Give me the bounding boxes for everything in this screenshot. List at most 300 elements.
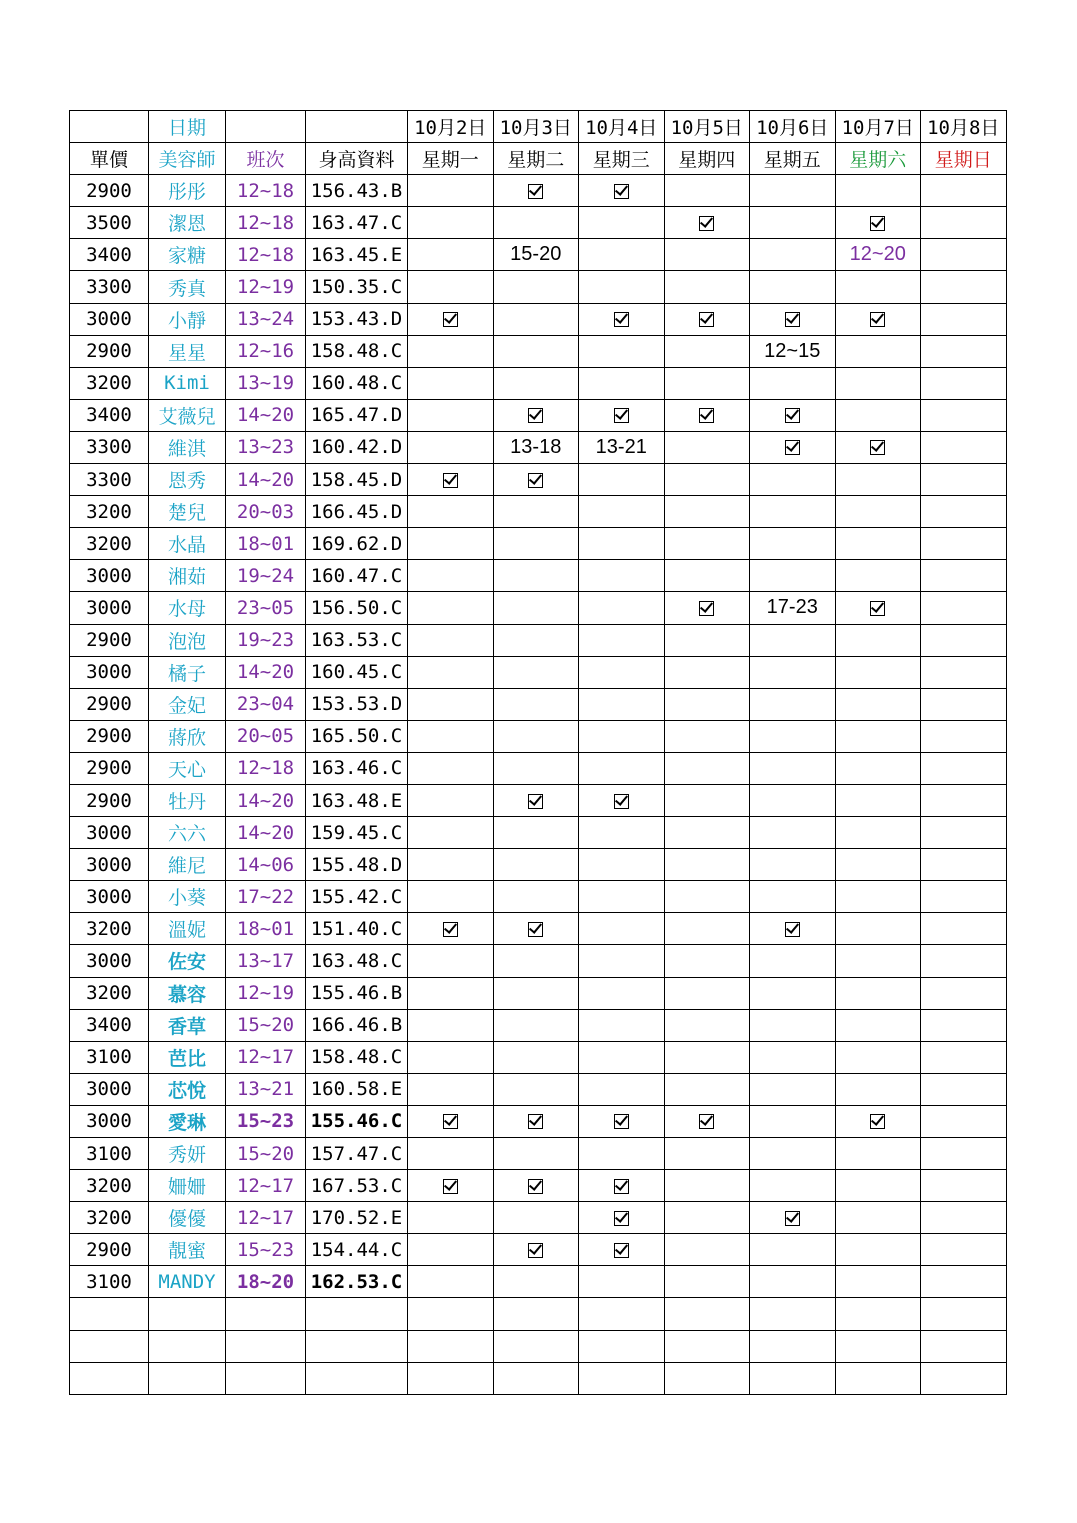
day-cell: [579, 207, 665, 239]
day-cell: [579, 431, 665, 463]
empty-cell: [664, 1362, 750, 1394]
day-cell: [835, 720, 921, 752]
day-cell: [579, 1170, 665, 1202]
day-cell: [493, 1170, 579, 1202]
day-cell: [750, 1266, 836, 1298]
day-cell: [579, 913, 665, 945]
day-cell: [493, 849, 579, 881]
day-cell: [750, 1202, 836, 1234]
day-cell: [835, 528, 921, 560]
empty-cell: [921, 1330, 1007, 1362]
table-row: [70, 752, 1007, 784]
table-row: [70, 592, 1007, 624]
day-cell: [493, 1041, 579, 1073]
price-cell: 3100: [70, 1138, 149, 1170]
day-cell: [921, 624, 1007, 656]
day-cell: [579, 496, 665, 528]
shift-cell: 12~19: [226, 977, 306, 1009]
day-cell: [921, 175, 1007, 207]
day-cell: [579, 1105, 665, 1137]
day-cell: [408, 207, 494, 239]
table-row: [70, 496, 1007, 528]
empty-row: [70, 1330, 1007, 1362]
checkbox-checked-icon: [699, 601, 714, 616]
shift-cell: 19~24: [226, 560, 306, 592]
shift-cell: 15~20: [226, 1009, 306, 1041]
checkbox-checked-icon: [614, 1114, 629, 1129]
profile-cell: 151.40.C: [306, 913, 408, 945]
day-cell: [493, 1138, 579, 1170]
price-cell: 3000: [70, 1105, 149, 1137]
day-cell: [750, 945, 836, 977]
day-cell: [664, 431, 750, 463]
day-cell: [493, 913, 579, 945]
day-cell: [835, 1170, 921, 1202]
day-note: 13-21: [595, 435, 647, 458]
checkbox-checked-icon: [528, 922, 543, 937]
price-cell: 3000: [70, 303, 149, 335]
day-cell: [579, 175, 665, 207]
table-row: [70, 1170, 1007, 1202]
day-cell: [921, 239, 1007, 271]
day-cell: [408, 464, 494, 496]
day-note: 17-23: [766, 596, 818, 619]
checkbox-checked-icon: [699, 408, 714, 423]
day-note: 12~15: [764, 339, 821, 362]
day-cell: [750, 881, 836, 913]
day-cell: [835, 624, 921, 656]
day-cell: [493, 399, 579, 431]
profile-cell: 153.43.D: [306, 303, 408, 335]
empty-cell: [579, 1298, 665, 1330]
profile-cell: 167.53.C: [306, 1170, 408, 1202]
beautician-name: 芯悅: [149, 1073, 226, 1105]
day-cell: [493, 335, 579, 367]
checkbox-checked-icon: [870, 312, 885, 327]
day-cell: [493, 945, 579, 977]
day-cell: [921, 1041, 1007, 1073]
day-cell: [408, 1170, 494, 1202]
empty-row: [70, 1298, 1007, 1330]
day-cell: [921, 399, 1007, 431]
day-cell: [921, 1009, 1007, 1041]
day-cell: [921, 367, 1007, 399]
day-cell: [750, 720, 836, 752]
price-cell: 3300: [70, 464, 149, 496]
beautician-name: 香草: [149, 1009, 226, 1041]
empty-cell: [70, 1362, 149, 1394]
profile-header: 身高資料: [306, 143, 408, 175]
price-cell: 3200: [70, 496, 149, 528]
day-cell: [493, 560, 579, 592]
beautician-name: 佐安: [149, 945, 226, 977]
checkbox-checked-icon: [785, 922, 800, 937]
day-cell: [921, 1202, 1007, 1234]
day-cell: [835, 784, 921, 816]
day-cell: [408, 1041, 494, 1073]
profile-cell: 160.58.E: [306, 1073, 408, 1105]
table-row: [70, 303, 1007, 335]
day-cell: [750, 913, 836, 945]
day-cell: [921, 913, 1007, 945]
day-cell: [493, 817, 579, 849]
day-cell: [750, 303, 836, 335]
day-cell: [408, 175, 494, 207]
weekday-cell-saturday: 星期六: [835, 143, 921, 175]
day-cell: [493, 464, 579, 496]
day-cell: [664, 399, 750, 431]
weekday-cell-sunday: 星期日: [921, 143, 1007, 175]
checkbox-checked-icon: [443, 1179, 458, 1194]
day-cell: [408, 335, 494, 367]
profile-cell: 158.45.D: [306, 464, 408, 496]
day-cell: [835, 399, 921, 431]
shift-cell: 19~23: [226, 624, 306, 656]
day-cell: [921, 496, 1007, 528]
day-cell: [750, 271, 836, 303]
price-cell: 2900: [70, 1234, 149, 1266]
day-cell: [493, 367, 579, 399]
shift-cell: 15~20: [226, 1138, 306, 1170]
day-cell: [921, 431, 1007, 463]
table-row: [70, 817, 1007, 849]
day-cell: [664, 1105, 750, 1137]
day-cell: [750, 752, 836, 784]
blank-cell: [306, 111, 408, 143]
beautician-name: 小靜: [149, 303, 226, 335]
price-cell: 3100: [70, 1041, 149, 1073]
day-cell: [664, 239, 750, 271]
day-cell: [750, 688, 836, 720]
day-cell: [750, 1009, 836, 1041]
day-cell: [493, 977, 579, 1009]
day-cell: [750, 1073, 836, 1105]
day-note: 12~20: [849, 243, 906, 266]
day-cell: [408, 945, 494, 977]
shift-cell: 12~19: [226, 271, 306, 303]
day-cell: [750, 849, 836, 881]
price-cell: 3400: [70, 1009, 149, 1041]
day-cell: [493, 1073, 579, 1105]
day-note: 13-18: [510, 435, 562, 458]
shift-cell: 14~20: [226, 817, 306, 849]
day-cell: [921, 1170, 1007, 1202]
empty-cell: [306, 1330, 408, 1362]
profile-cell: 160.42.D: [306, 431, 408, 463]
price-cell: 2900: [70, 624, 149, 656]
date-cell: 10月4日: [579, 111, 665, 143]
day-cell: [408, 592, 494, 624]
price-header: 單價: [70, 143, 149, 175]
empty-cell: [226, 1330, 306, 1362]
checkbox-checked-icon: [699, 1114, 714, 1129]
beautician-name: 家糖: [149, 239, 226, 271]
profile-cell: 155.46.B: [306, 977, 408, 1009]
price-cell: 3400: [70, 399, 149, 431]
day-cell: [835, 175, 921, 207]
profile-cell: 155.48.D: [306, 849, 408, 881]
table-row: [70, 399, 1007, 431]
shift-cell: 15~23: [226, 1234, 306, 1266]
table-row: [70, 1234, 1007, 1266]
beautician-name: 維尼: [149, 849, 226, 881]
empty-cell: [306, 1362, 408, 1394]
beautician-name: 金妃: [149, 688, 226, 720]
day-cell: [408, 688, 494, 720]
checkbox-checked-icon: [614, 794, 629, 809]
day-cell: [493, 431, 579, 463]
price-cell: 3200: [70, 528, 149, 560]
day-cell: [493, 1234, 579, 1266]
profile-cell: 156.43.B: [306, 175, 408, 207]
profile-cell: 160.45.C: [306, 656, 408, 688]
beautician-name: 牡丹: [149, 784, 226, 816]
day-cell: [835, 1073, 921, 1105]
table-row: [70, 207, 1007, 239]
date-header-row: [70, 111, 1007, 143]
day-cell: [664, 1266, 750, 1298]
day-cell: [750, 464, 836, 496]
day-cell: [408, 881, 494, 913]
day-cell: [408, 913, 494, 945]
checkbox-checked-icon: [614, 1243, 629, 1258]
profile-cell: 157.47.C: [306, 1138, 408, 1170]
date-cell: 10月7日: [835, 111, 921, 143]
day-cell: [750, 1041, 836, 1073]
shift-header: 班次: [226, 143, 306, 175]
checkbox-checked-icon: [614, 184, 629, 199]
profile-cell: 163.48.E: [306, 784, 408, 816]
day-cell: [579, 1041, 665, 1073]
shift-cell: 14~06: [226, 849, 306, 881]
price-cell: 3000: [70, 1073, 149, 1105]
shift-cell: 20~05: [226, 720, 306, 752]
beautician-name: 溫妮: [149, 913, 226, 945]
day-cell: [835, 913, 921, 945]
beautician-name: 星星: [149, 335, 226, 367]
day-cell: [835, 1138, 921, 1170]
day-cell: [579, 271, 665, 303]
day-cell: [493, 720, 579, 752]
profile-cell: 154.44.C: [306, 1234, 408, 1266]
day-cell: [493, 688, 579, 720]
checkbox-checked-icon: [699, 216, 714, 231]
date-cell: 10月6日: [750, 111, 836, 143]
day-cell: [921, 784, 1007, 816]
shift-cell: 14~20: [226, 784, 306, 816]
day-cell: [493, 784, 579, 816]
price-cell: 3500: [70, 207, 149, 239]
empty-cell: [408, 1362, 494, 1394]
day-cell: [664, 1009, 750, 1041]
day-cell: [579, 1138, 665, 1170]
profile-cell: 150.35.C: [306, 271, 408, 303]
table-row: [70, 656, 1007, 688]
table-row: [70, 849, 1007, 881]
day-cell: [921, 464, 1007, 496]
beautician-header: 美容師: [149, 143, 226, 175]
day-cell: [921, 560, 1007, 592]
price-cell: 2900: [70, 175, 149, 207]
day-cell: [835, 656, 921, 688]
shift-cell: 12~18: [226, 752, 306, 784]
table-row: [70, 720, 1007, 752]
checkbox-checked-icon: [528, 1243, 543, 1258]
shift-cell: 14~20: [226, 464, 306, 496]
day-cell: [664, 1234, 750, 1266]
empty-cell: [226, 1362, 306, 1394]
day-cell: [579, 1234, 665, 1266]
day-cell: [579, 1073, 665, 1105]
day-cell: [835, 367, 921, 399]
day-cell: [579, 624, 665, 656]
profile-cell: 158.48.C: [306, 1041, 408, 1073]
day-cell: [493, 881, 579, 913]
day-cell: [493, 752, 579, 784]
checkbox-checked-icon: [528, 794, 543, 809]
day-cell: [493, 1266, 579, 1298]
profile-cell: 155.42.C: [306, 881, 408, 913]
day-cell: [579, 1202, 665, 1234]
beautician-name: Kimi: [149, 367, 226, 399]
day-cell: [408, 1105, 494, 1137]
blank-cell: [226, 111, 306, 143]
empty-cell: [149, 1298, 226, 1330]
empty-cell: [750, 1330, 836, 1362]
profile-cell: 158.48.C: [306, 335, 408, 367]
beautician-name: 楚兒: [149, 496, 226, 528]
day-cell: [408, 1266, 494, 1298]
shift-cell: 12~17: [226, 1170, 306, 1202]
beautician-name: 優優: [149, 1202, 226, 1234]
beautician-name: 泡泡: [149, 624, 226, 656]
day-note: 15-20: [510, 243, 562, 266]
empty-cell: [149, 1330, 226, 1362]
day-cell: [664, 367, 750, 399]
day-cell: [750, 656, 836, 688]
day-cell: [408, 560, 494, 592]
day-cell: [664, 752, 750, 784]
shift-cell: 13~24: [226, 303, 306, 335]
day-cell: [408, 817, 494, 849]
date-cell: 10月3日: [493, 111, 579, 143]
checkbox-checked-icon: [870, 216, 885, 231]
day-cell: [664, 977, 750, 1009]
empty-cell: [226, 1298, 306, 1330]
table-row: [70, 977, 1007, 1009]
checkbox-checked-icon: [443, 473, 458, 488]
day-cell: [835, 817, 921, 849]
day-cell: [664, 207, 750, 239]
beautician-name: MANDY: [149, 1266, 226, 1298]
checkbox-checked-icon: [870, 601, 885, 616]
day-cell: [408, 399, 494, 431]
day-cell: [921, 303, 1007, 335]
day-cell: [579, 399, 665, 431]
day-cell: [921, 752, 1007, 784]
day-cell: [835, 303, 921, 335]
checkbox-checked-icon: [870, 1114, 885, 1129]
day-cell: [835, 464, 921, 496]
day-cell: [921, 207, 1007, 239]
profile-cell: 163.45.E: [306, 239, 408, 271]
day-cell: [408, 271, 494, 303]
table-row: [70, 913, 1007, 945]
day-cell: [921, 1234, 1007, 1266]
day-cell: [664, 464, 750, 496]
day-cell: [750, 560, 836, 592]
beautician-name: 彤彤: [149, 175, 226, 207]
shift-cell: 14~20: [226, 656, 306, 688]
day-cell: [579, 1266, 665, 1298]
table-row: [70, 1041, 1007, 1073]
day-cell: [664, 945, 750, 977]
day-cell: [408, 367, 494, 399]
price-cell: 3200: [70, 977, 149, 1009]
day-cell: [921, 271, 1007, 303]
empty-cell: [149, 1362, 226, 1394]
day-cell: [921, 1105, 1007, 1137]
empty-cell: [306, 1298, 408, 1330]
day-cell: [750, 1138, 836, 1170]
profile-cell: 153.53.D: [306, 688, 408, 720]
day-cell: [750, 399, 836, 431]
empty-cell: [750, 1298, 836, 1330]
day-cell: [921, 881, 1007, 913]
day-cell: [408, 1138, 494, 1170]
beautician-name: 愛琳: [149, 1105, 226, 1137]
day-cell: [750, 624, 836, 656]
checkbox-checked-icon: [443, 312, 458, 327]
table-row: [70, 175, 1007, 207]
empty-cell: [664, 1330, 750, 1362]
price-cell: 2900: [70, 752, 149, 784]
table-row: [70, 560, 1007, 592]
beautician-name: 恩秀: [149, 464, 226, 496]
price-cell: 3000: [70, 560, 149, 592]
empty-cell: [493, 1362, 579, 1394]
day-cell: [493, 271, 579, 303]
day-cell: [750, 367, 836, 399]
price-cell: 3000: [70, 881, 149, 913]
table-row: [70, 367, 1007, 399]
table-row: [70, 688, 1007, 720]
checkbox-checked-icon: [528, 184, 543, 199]
day-cell: [750, 1105, 836, 1137]
weekday-cell: 星期四: [664, 143, 750, 175]
empty-cell: [750, 1362, 836, 1394]
day-cell: [835, 560, 921, 592]
profile-cell: 166.45.D: [306, 496, 408, 528]
day-cell: [408, 624, 494, 656]
table-row: [70, 881, 1007, 913]
price-cell: 3000: [70, 592, 149, 624]
day-cell: [579, 656, 665, 688]
price-cell: 3200: [70, 913, 149, 945]
day-cell: [408, 496, 494, 528]
day-cell: [493, 303, 579, 335]
day-cell: [493, 239, 579, 271]
day-cell: [750, 1234, 836, 1266]
weekday-cell: 星期二: [493, 143, 579, 175]
day-cell: [664, 720, 750, 752]
price-cell: 3200: [70, 367, 149, 399]
day-cell: [921, 1138, 1007, 1170]
day-cell: [921, 977, 1007, 1009]
day-cell: [579, 367, 665, 399]
day-cell: [835, 431, 921, 463]
beautician-name: 橘子: [149, 656, 226, 688]
